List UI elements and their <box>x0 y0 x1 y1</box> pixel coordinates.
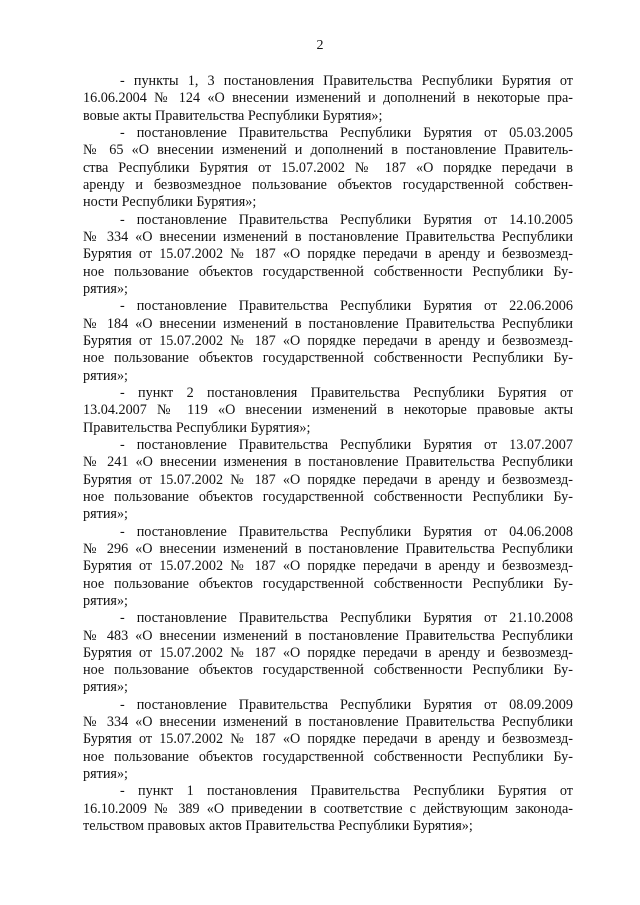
text-line: - пункты 1, 3 постановления Правительства Республики Бурятия от <box>120 73 573 89</box>
text-line: 16.10.2009 № 389 «О приведении в соответствие с действующим законода- <box>83 800 573 817</box>
text-line: ное пользование объектов государственной собственности Республики Бу- <box>83 575 573 592</box>
list-item <box>83 783 573 835</box>
text-line: № 65 «О внесении изменений и дополнений в постановление Правитель- <box>83 142 573 159</box>
text-line: - постановление Правительства Республики Бурятия от 14.10.2005 <box>120 211 573 228</box>
list-item <box>83 524 573 611</box>
text-line: Правительства Республики Бурятия»; <box>83 419 311 436</box>
text-line: вовые акты Правительства Республики Бурятия»; <box>83 107 383 124</box>
text-line: тельством правовых актов Правительства Республики Бурятия»; <box>83 818 473 835</box>
text-line: Бурятия от 15.07.2002 № 187 «О порядке передачи в аренду и безвозмезд- <box>83 558 573 575</box>
text-line: - пункт 2 постановления Правительства Республики Бурятия от <box>120 384 573 401</box>
list-item <box>83 125 573 212</box>
text-line: № 483 «О внесении изменений в постановление Правительства Республики <box>83 627 573 644</box>
text-line: - постановление Правительства Республики Бурятия от 13.07.2007 <box>120 436 573 453</box>
text-line: Бурятия от 15.07.2002 № 187 «О порядке передачи в аренду и безвозмезд- <box>83 246 573 263</box>
text-line: Бурятия от 15.07.2002 № 187 «О порядке передачи в аренду и безвозмезд- <box>83 644 573 661</box>
list-item <box>83 73 573 125</box>
text-line: - постановление Правительства Республики Бурятия от 21.10.2008 <box>120 610 573 627</box>
text-line: - постановление Правительства Республики Бурятия от 22.06.2006 <box>120 298 573 315</box>
text-line: рятия»; <box>83 679 128 696</box>
text-line: Бурятия от 15.07.2002 № 187 «О порядке передачи в аренду и безвозмезд- <box>83 731 573 748</box>
text-line: ства Республики Бурятия от 15.07.2002 № 187 «О порядке передачи в <box>83 159 573 176</box>
text-line: № 184 «О внесении изменений в постановление Правительства Республики <box>83 315 573 332</box>
text-line: - постановление Правительства Республики Бурятия от 05.03.2005 <box>120 124 573 141</box>
list-item <box>83 610 573 697</box>
list-item <box>83 697 573 784</box>
text-line: рятия»; <box>83 367 128 384</box>
text-line: аренду и безвозмездное пользование объектов государственной собствен- <box>83 176 573 193</box>
text-line: № 241 «О внесении изменения в постановление Правительства Республики <box>83 454 573 471</box>
text-line: Бурятия от 15.07.2002 № 187 «О порядке передачи в аренду и безвозмезд- <box>83 332 573 349</box>
text-line: - постановление Правительства Республики Бурятия от 04.06.2008 <box>120 523 573 540</box>
text-line: ное пользование объектов государственной собственности Республики Бу- <box>83 662 573 679</box>
text-line: Бурятия от 15.07.2002 № 187 «О порядке передачи в аренду и безвозмезд- <box>83 471 573 488</box>
document-body <box>83 73 573 835</box>
list-item <box>83 385 573 437</box>
text-line: рятия»; <box>83 280 128 297</box>
text-line: № 296 «О внесении изменений в постановление Правительства Республики <box>83 540 573 557</box>
text-line: ное пользование объектов государственной собственности Республики Бу- <box>83 488 573 505</box>
text-line: - пункт 1 постановления Правительства Республики Бурятия от <box>120 783 573 800</box>
list-item <box>83 212 573 299</box>
text-line: 13.04.2007 № 119 «О внесении изменений в некоторые правовые акты <box>83 402 573 419</box>
text-line: ное пользование объектов государственной собственности Республики Бу- <box>83 263 573 280</box>
text-line: рятия»; <box>83 592 128 609</box>
text-line: 16.06.2004 № 124 «О внесении изменений и дополнений в некоторые пра- <box>83 90 573 107</box>
text-line: № 334 «О внесении изменений в постановление Правительства Республики <box>83 228 573 245</box>
list-item <box>83 298 573 385</box>
text-line: ное пользование объектов государственной собственности Республики Бу- <box>83 748 573 765</box>
text-line: ное пользование объектов государственной собственности Республики Бу- <box>83 350 573 367</box>
page-number: 2 <box>316 38 324 53</box>
text-line: ности Республики Бурятия»; <box>83 194 257 211</box>
text-line: - постановление Правительства Республики Бурятия от 08.09.2009 <box>120 696 573 713</box>
text-line: рятия»; <box>83 766 128 783</box>
list-item <box>83 437 573 524</box>
text-line: рятия»; <box>83 506 128 523</box>
text-line: № 334 «О внесении изменений в постановление Правительства Республики <box>83 714 573 731</box>
